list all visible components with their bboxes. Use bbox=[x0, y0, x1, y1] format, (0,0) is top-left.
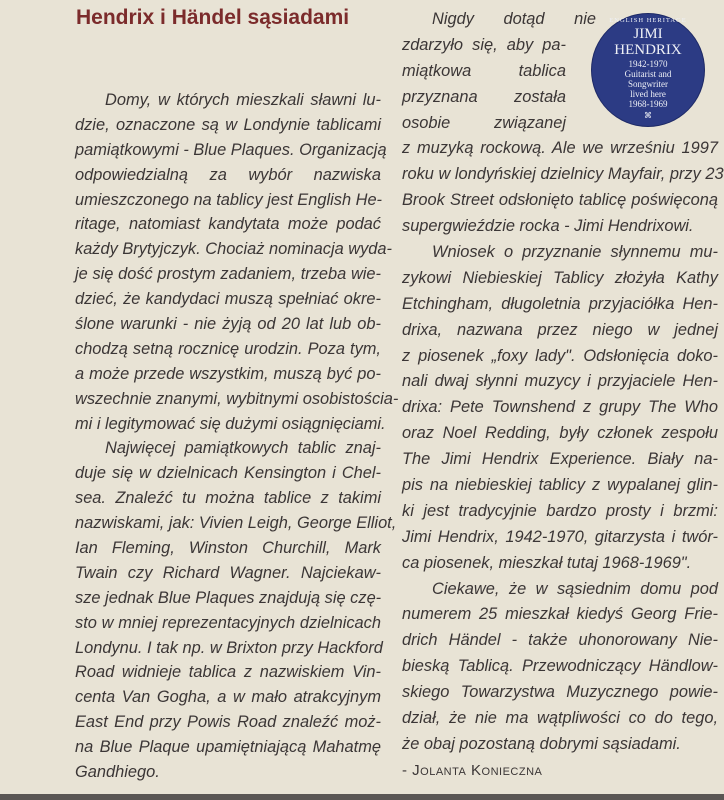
bottom-border bbox=[0, 794, 724, 800]
text-line: z piosenek „foxy lady". Odsłonięcia doko- bbox=[402, 346, 718, 365]
text-line: Ciekawe, że w sąsiednim domu pod bbox=[432, 579, 718, 598]
text-line: The Jimi Hendrix Experience. Biały na- bbox=[402, 450, 718, 469]
text-line: nali dwaj słynni muzycy i przyjaciele Hen- bbox=[402, 372, 718, 391]
text-line: dział, że nie ma wątpliwości co do tego, bbox=[402, 709, 718, 728]
english-heritage-logo-icon: ⌘ bbox=[644, 111, 652, 120]
text-line: Brook Street odsłonięto tablicę poświęconą bbox=[402, 191, 718, 210]
text-line: nazwiskami, jak: Vivien Leigh, George Elliot, bbox=[75, 514, 397, 533]
text-line: sze jednak Blue Plaques znajdują się czę- bbox=[75, 588, 382, 607]
text-line: drixa: Pete Townshend z grupy The Who bbox=[402, 398, 718, 417]
plaque-name bbox=[592, 26, 704, 58]
text-line: ca piosenek, mieszkał tutaj 1968-1969". bbox=[402, 553, 692, 572]
text-line: umieszczonego na tablicy jest English He- bbox=[75, 190, 383, 209]
text-line: Road widnieje tablica z nazwiskiem Vin- bbox=[75, 663, 381, 682]
text-line: drixa, nazwana przez niego w jednej bbox=[402, 320, 718, 339]
text-line: wszechnie znanymi, wybitnymi osobistościa- bbox=[75, 389, 399, 408]
text-line: roku w londyńskiej dzielnicy Mayfair, przy 23 bbox=[402, 165, 724, 184]
text-line: duje się w dzielnicach Kensington i Chel- bbox=[75, 464, 381, 483]
text-line: dzieć, że kandydaci muszą spełniać okre- bbox=[75, 290, 381, 309]
plaque-name-line: JIMI bbox=[633, 26, 663, 42]
blue-plaque-image bbox=[592, 14, 704, 126]
plaque-name-line: HENDRIX bbox=[614, 42, 682, 58]
text-line: Najwięcej pamiątkowych tablic znaj- bbox=[105, 439, 381, 458]
text-line: drich Händel - także uhonorowany Nie- bbox=[402, 631, 718, 650]
text-line: na Blue Plaque upamiętniającą Mahatmę bbox=[75, 738, 381, 757]
text-line: z muzyką rockową. Ale we wrześniu 1997 bbox=[402, 139, 718, 158]
text-line: Jimi Hendrix, 1942-1970, gitarzysta i twór- bbox=[402, 527, 718, 546]
text-line: przyznana została bbox=[402, 87, 566, 106]
text-line: pis na niebieskiej tablicy z wypalanej glin- bbox=[402, 476, 718, 495]
text-line: Londynu. I tak np. w Brixton przy Hackford bbox=[75, 638, 383, 657]
text-line: oraz Noel Redding, były członek zespołu bbox=[402, 424, 718, 443]
text-line: Wniosek o przyznanie słynnemu mu- bbox=[432, 243, 718, 262]
plaque-detail-line: Guitarist and bbox=[624, 69, 672, 79]
plaque-detail-line: 1968-1969 bbox=[628, 99, 668, 109]
plaque-header: ENGLISH HERITAGE bbox=[609, 17, 687, 24]
text-line: sea. Znaleźć tu można tablice z takimi bbox=[75, 489, 381, 508]
plaque-details bbox=[592, 59, 704, 109]
text-line: dzie, oznaczone są w Londynie tablicami bbox=[75, 115, 381, 134]
article-title: Hendrix i Händel sąsiadami bbox=[76, 6, 350, 29]
text-line: numerem 25 mieszkał kiedyś Georg Frie- bbox=[402, 605, 718, 624]
author-byline: - Jolanta Konieczna bbox=[402, 761, 543, 779]
plaque-detail-line: lived here bbox=[630, 89, 666, 99]
left-column bbox=[75, 88, 399, 785]
text-line: chodzą setną rocznicę urodzin. Poza tym, bbox=[75, 339, 381, 358]
text-line: ślone warunki - nie żyją od 20 lat lub ob- bbox=[75, 315, 381, 334]
text-line: Domy, w których mieszkali sławni lu- bbox=[105, 91, 381, 109]
text-line: Twain czy Richard Wagner. Najciekaw- bbox=[75, 563, 381, 582]
text-line: zdarzyło się, aby pa- bbox=[402, 35, 566, 54]
plaque-detail-line: Songwriter bbox=[628, 79, 668, 89]
text-line: ritage, natomiast kandytata może podać bbox=[75, 215, 381, 234]
text-line: centa Van Gogha, a w mało atrakcyjnym bbox=[75, 688, 381, 707]
text-line: Gandhiego. bbox=[75, 763, 160, 782]
text-line: że obaj pozostaną dobrymi sąsiadami. bbox=[402, 734, 681, 753]
text-line: je się dość prostym zadaniem, trzeba wie- bbox=[75, 265, 381, 284]
text-line: osobie związanej bbox=[402, 113, 566, 132]
text-line: pamiątkowymi - Blue Plaques. Organizacją bbox=[75, 140, 387, 159]
text-line: Nigdy dotąd nie bbox=[432, 10, 596, 28]
text-line: supergwieździe rocka - Jimi Hendrixowi. bbox=[402, 217, 694, 236]
text-line: Etchingham, długoletnia przyjaciółka Hen- bbox=[402, 294, 718, 313]
text-line: bieską Tablicą. Przewodniczący Händlow- bbox=[402, 657, 718, 676]
text-line: ki jest tradycyjnie bardzo prosty i brzmi: bbox=[402, 501, 718, 520]
text-line: Ian Fleming, Winston Churchill, Mark bbox=[75, 539, 381, 558]
text-line: skiego Towarzystwa Muzycznego powie- bbox=[402, 683, 718, 702]
text-line: każdy Brytyjczyk. Chociaż nominacja wyda- bbox=[75, 240, 392, 259]
text-line: odpowiedzialną za wybór nazwiska bbox=[75, 165, 381, 184]
text-line: sto w mniej reprezentacyjnych dzielnicach bbox=[75, 613, 381, 632]
text-line: zykowi Niebieskiej Tablicy złożyła Kathy bbox=[402, 268, 718, 287]
text-line: mi i legitymować się dużymi osiągnięciami. bbox=[75, 414, 386, 433]
plaque-detail-line: 1942-1970 bbox=[628, 59, 668, 69]
right-column bbox=[402, 7, 724, 784]
text-line: miątkowa tablica bbox=[402, 61, 566, 80]
text-line: East End przy Powis Road znaleźć moż- bbox=[75, 713, 381, 732]
text-line: a może przede wszystkim, muszą być po- bbox=[75, 364, 381, 383]
